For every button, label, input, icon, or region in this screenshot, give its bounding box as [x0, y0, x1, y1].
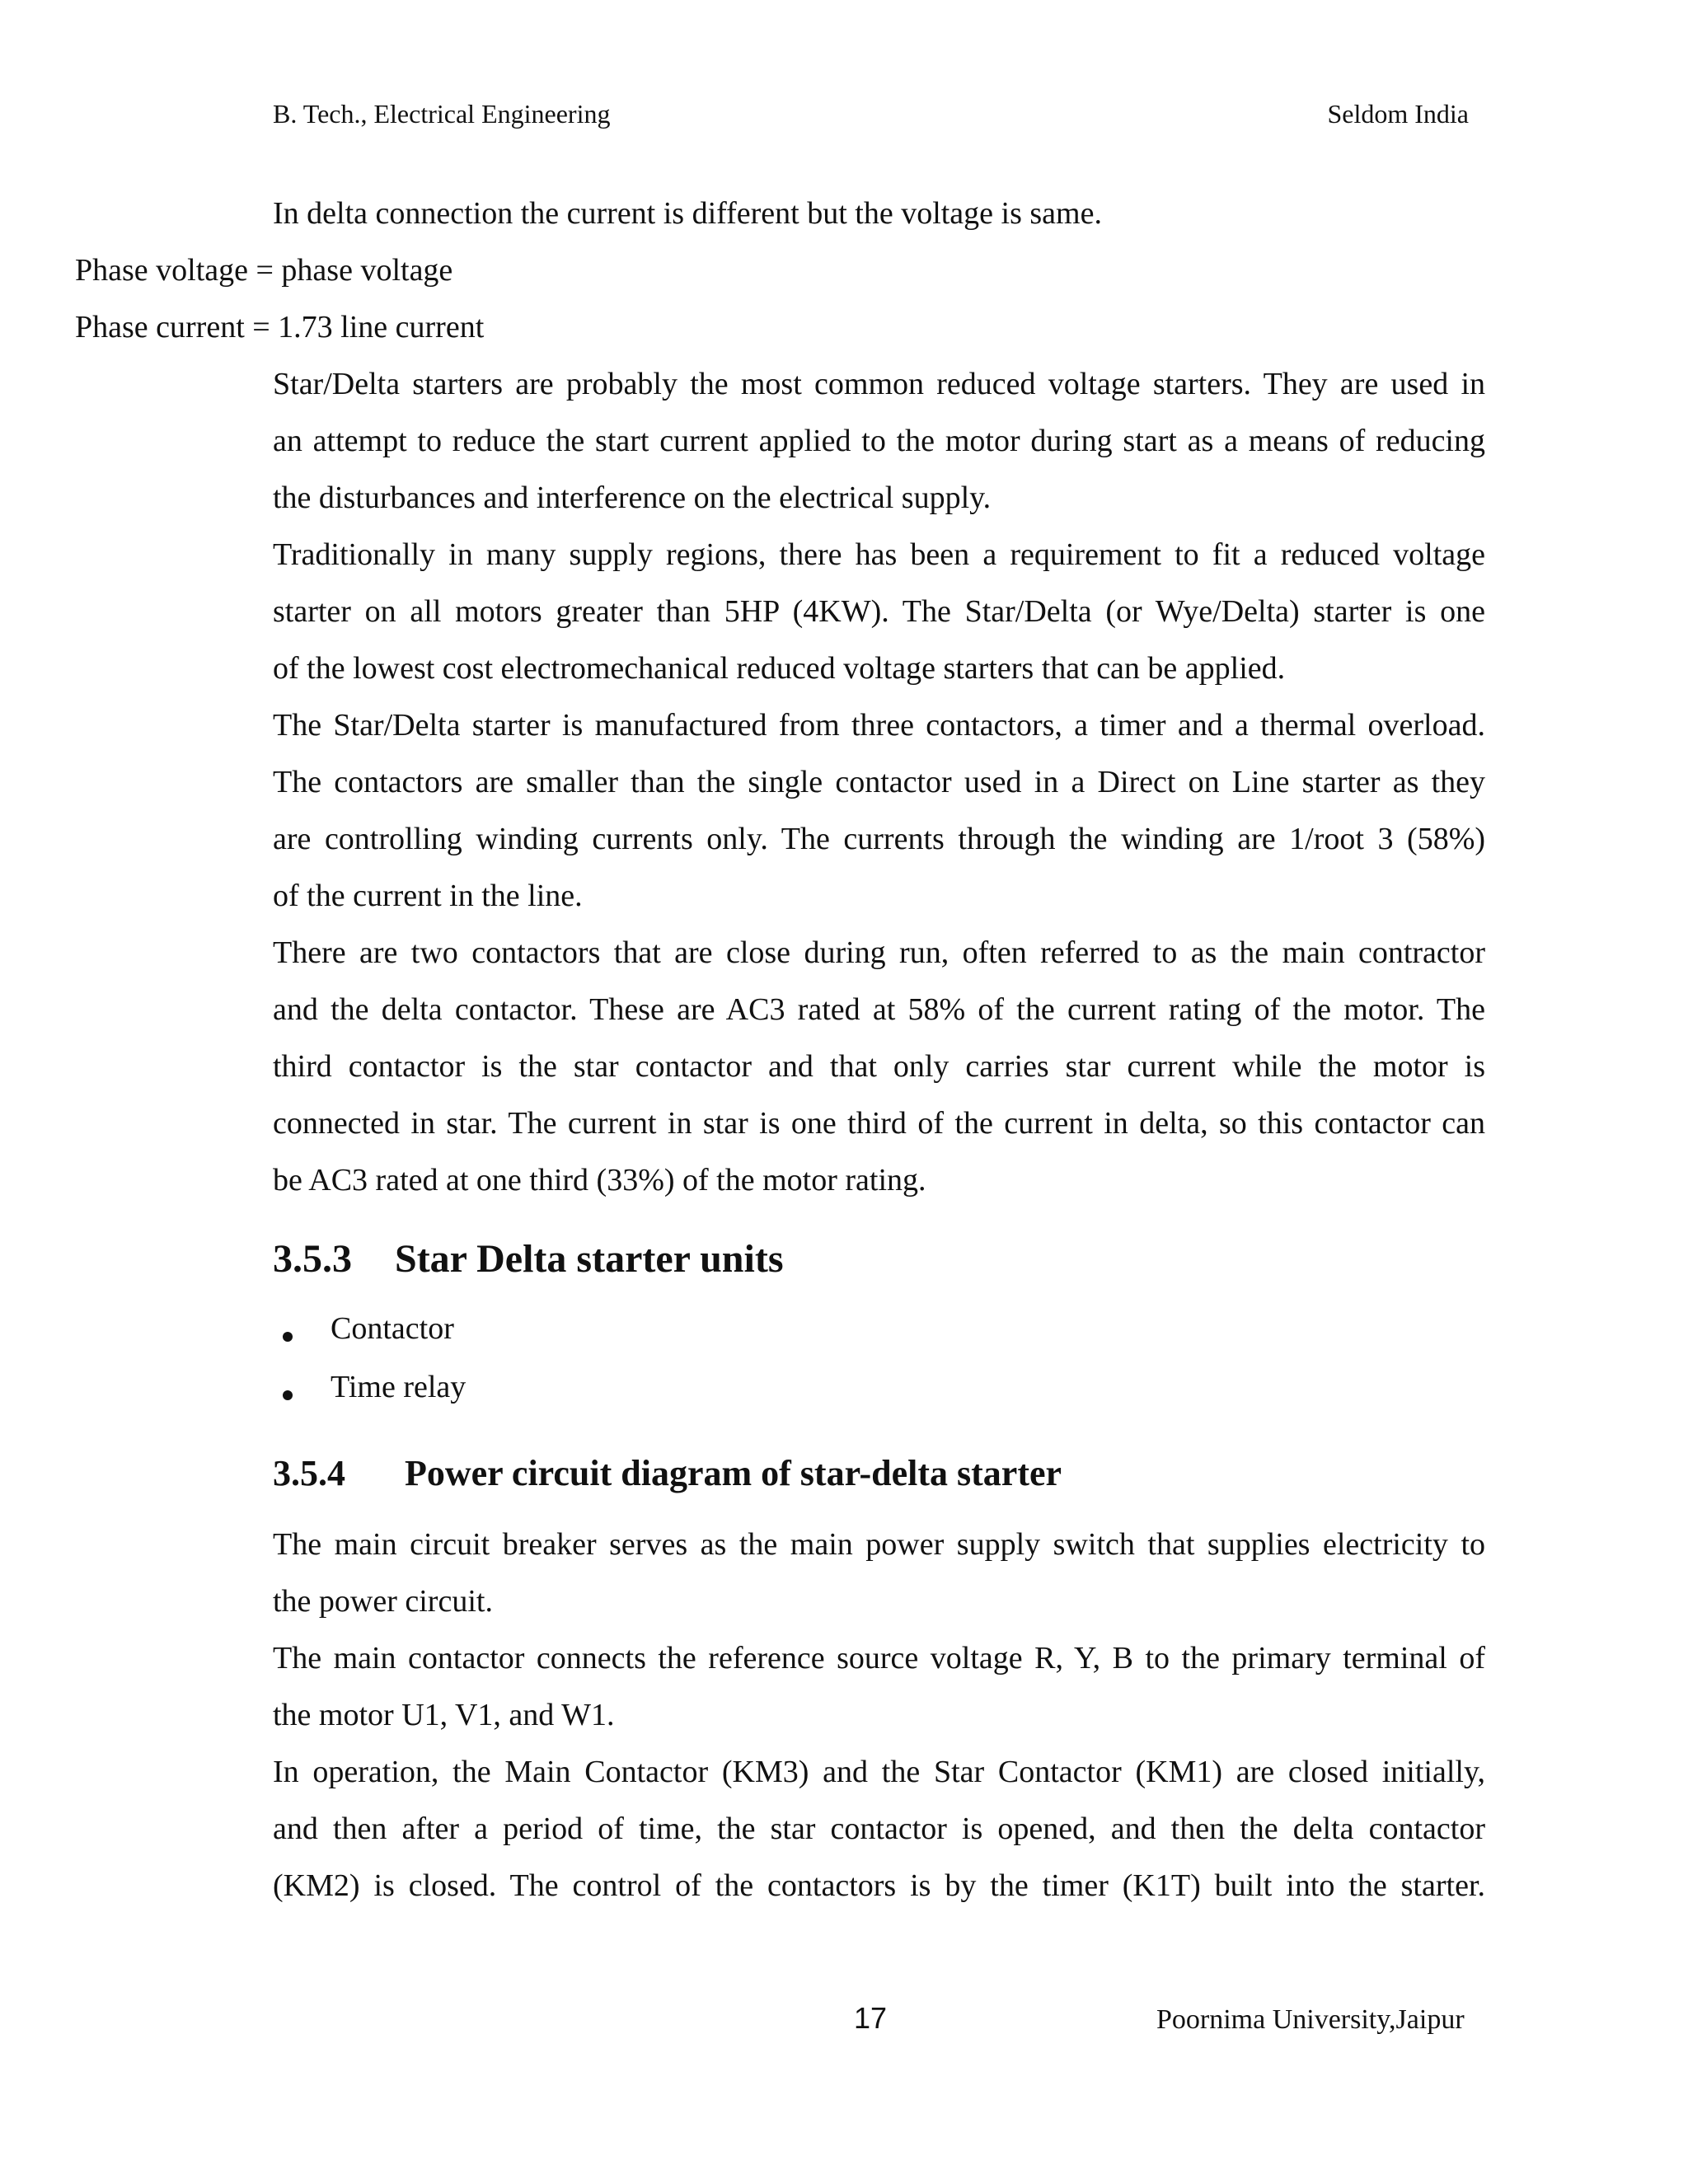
page-number: 17 [854, 2001, 888, 2035]
bullet-item: Contactor [331, 1311, 454, 1346]
paragraph [273, 925, 1485, 1209]
intro-line: In delta connection the current is different but the voltage is same. [273, 196, 1102, 231]
text-line: connected in star. The current in star is one third of the current in delta, so this contactor can [273, 1106, 1485, 1141]
text-line: In operation, the Main Contactor (KM3) and the Star Contactor (KM1) are closed initially, [273, 1755, 1485, 1789]
text-line: The main circuit breaker serves as the main power supply switch that supplies electricity to [273, 1527, 1485, 1562]
section-number: 3.5.3 [273, 1237, 352, 1281]
bullet-icon [283, 1332, 293, 1342]
text-line: third contactor is the star contactor and that only carries star current while the motor is [273, 1049, 1485, 1084]
text-line: an attempt to reduce the start current applied to the motor during start as a means of reducing [273, 424, 1485, 458]
text-line: be AC3 rated at one third (33%) of the motor rating. [273, 1163, 926, 1197]
text-line: Star/Delta starters are probably the most common reduced voltage starters. They are used in [273, 367, 1485, 401]
text-line: of the current in the line. [273, 879, 583, 913]
intro-line: Phase voltage = phase voltage [75, 253, 453, 288]
paragraph [273, 527, 1485, 697]
text-line: and the delta contactor. These are AC3 rated at 58% of the current rating of the motor. The [273, 992, 1485, 1027]
paragraph [273, 1744, 1485, 1915]
text-line: The main contactor connects the reference source voltage R, Y, B to the primary terminal of [273, 1641, 1485, 1675]
text-line: of the lowest cost electromechanical reduced voltage starters that can be applied. [273, 651, 1286, 686]
section-heading [273, 1236, 784, 1282]
running-header-right: Seldom India [1327, 99, 1469, 129]
text-line: are controlling winding currents only. The currents through the winding are 1/root 3 (58%) [273, 822, 1485, 856]
footer-right: Poornima University,Jaipur [1156, 2004, 1465, 2035]
text-line: the motor U1, V1, and W1. [273, 1698, 615, 1732]
paragraph [273, 697, 1485, 925]
text-line: The Star/Delta starter is manufactured from three contactors, a timer and a thermal overload. [273, 708, 1485, 743]
text-line: There are two contactors that are close during run, often referred to as the main contractor [273, 935, 1485, 970]
text-line: starter on all motors greater than 5HP (4KW). The Star/Delta (or Wye/Delta) starter is one [273, 594, 1485, 629]
bullet-item: Time relay [331, 1370, 467, 1404]
text-line: the disturbances and interference on the electrical supply. [273, 480, 992, 515]
section-title: Star Delta starter units [395, 1237, 784, 1281]
text-line: (KM2) is closed. The control of the contactors is by the timer (K1T) built into the starter. [273, 1868, 1485, 1903]
text-line: and then after a period of time, the star contactor is opened, and then the delta contactor [273, 1811, 1485, 1846]
paragraph [273, 356, 1485, 527]
text-line: the power circuit. [273, 1584, 493, 1619]
text-line: The contactors are smaller than the single contactor used in a Direct on Line starter as they [273, 765, 1485, 799]
section-title: Power circuit diagram of star-delta starter [405, 1453, 1062, 1493]
paragraph [273, 1516, 1485, 1630]
bullet-icon [283, 1390, 293, 1400]
intro-line: Phase current = 1.73 line current [75, 310, 485, 344]
section-heading [273, 1452, 1062, 1494]
section-number: 3.5.4 [273, 1453, 345, 1493]
running-header-left: B. Tech., Electrical Engineering [273, 99, 611, 129]
paragraph [273, 1630, 1485, 1744]
text-line: Traditionally in many supply regions, there has been a requirement to fit a reduced voltage [273, 537, 1485, 572]
